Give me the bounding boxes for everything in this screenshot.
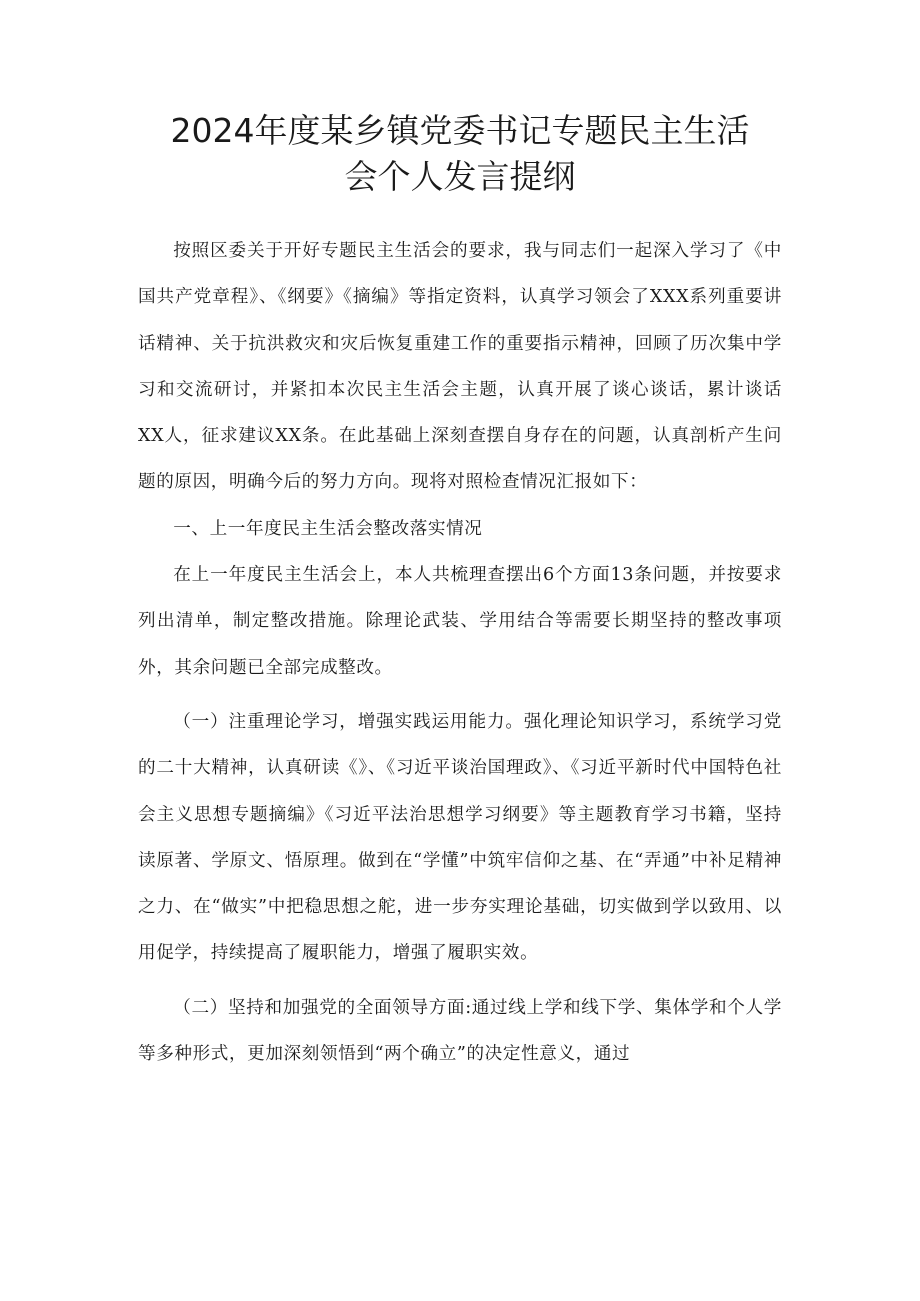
section-1-heading: 一、上一年度民主生活会整改落实情况 xyxy=(173,518,483,539)
item-2-paragraph: （二）坚持和加强党的全面领导方面:通过线上学和线下学、集体学和个人学等多种形式，更加深刻领悟到“两个确立”的决定性意义，通过 xyxy=(138,997,782,1065)
intro-paragraph: 按照区委关于开好专题民主生活会的要求，我与同志们一起深入学习了《中国共产党章程》、《纲要》《摘编》等指定资料，认真学习领会了XXX系列重要讲话精神、关于抗洪救灾和灾后恢复重建工作的重要指示精神，回顾了历次集中学习和交流研讨，并紧扣本次民主生活会主题，认真开展了谈心谈话，累计谈话XX人，征求建议XX条。在此基础上深刻查摆自身存在的问题，认真剖析产生问题的原因，明确今后的努力方向。现将对照检查情况汇报如下： xyxy=(138,241,782,493)
title-line-1: 2024年度某乡镇党委书记专题民主生活 xyxy=(170,111,750,150)
section-1-body: 在上一年度民主生活会上，本人共梳理查摆出6个方面13条问题，并按要求列出清单，制定整改措施。除理论武装、学用结合等需要长期坚持的整改事项外，其余问题已全部完成整改。 xyxy=(138,565,782,678)
title-line-2: 会个人发言提纲 xyxy=(344,157,576,196)
item-1-paragraph: （一）注重理论学习，增强实践运用能力。强化理论知识学习，系统学习党的二十大精神，认真研读《》、《习近平谈治国理政》、《习近平新时代中国特色社会主义思想专题摘编》《习近平法治思想学习纲要》等主题教育学习书籍，坚持读原著、学原文、悟原理。做到在“学懂”中筑牢信仰之基、在“弄通”中补足精神之力、在“做实”中把稳思想之舵，进一步夯实理论基础，切实做到学以致用、以用促学，持续提高了履职能力，增强了履职实效。 xyxy=(138,711,782,964)
document-title xyxy=(138,108,782,200)
